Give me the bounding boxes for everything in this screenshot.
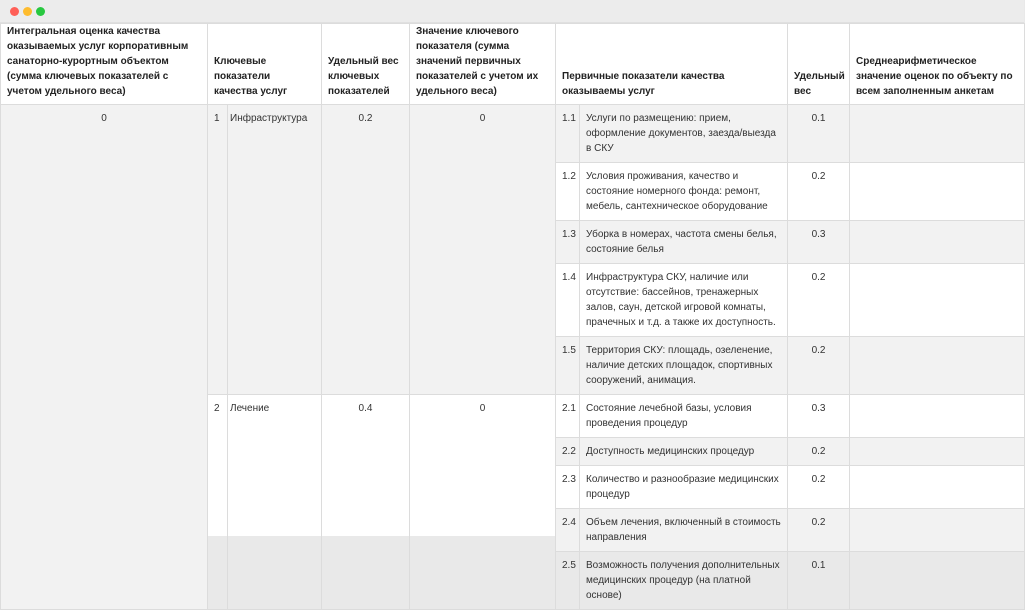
header-primary: Первичные показатели качества оказываемы услуг — [556, 24, 788, 105]
primary-index: 2.2 — [556, 438, 580, 466]
header-key-indicators: Ключевые показатели качества услуг — [208, 24, 322, 105]
primary-index: 1.1 — [556, 105, 580, 163]
key-weight: 0.2 — [322, 105, 410, 395]
primary-index: 1.2 — [556, 163, 580, 221]
key-name: Инфраструктура — [228, 105, 322, 395]
primary-text: Уборка в номерах, частота смены белья, состояние белья — [580, 221, 788, 264]
header-integral: Интегральная оценка качества оказываемых услуг корпоративным санаторно-курортным объектом (сумма ключевых показателей с учетом удельного веса) — [1, 24, 208, 105]
minimize-window-icon[interactable] — [23, 7, 32, 16]
primary-text: Доступность медицинских процедур — [580, 438, 788, 466]
primary-weight: 0.2 — [788, 509, 850, 552]
table-row — [1, 105, 1025, 163]
header-primary-weight: Удельный вес — [788, 24, 850, 105]
primary-index: 2.1 — [556, 395, 580, 438]
primary-weight: 0.2 — [788, 466, 850, 509]
average-cell — [850, 221, 1025, 264]
average-cell — [850, 337, 1025, 395]
close-window-icon[interactable] — [10, 7, 19, 16]
key-value: 0 — [410, 105, 556, 395]
key-value: 0 — [410, 395, 556, 610]
primary-weight: 0.2 — [788, 264, 850, 337]
primary-index: 2.3 — [556, 466, 580, 509]
primary-text: Объем лечения, включенный в стоимость направления — [580, 509, 788, 552]
table-header-row — [1, 24, 1025, 105]
key-index: 2 — [208, 395, 228, 610]
primary-text: Территория СКУ: площадь, озеленение, наличие детских площадок, спортивных сооружений, анимация. — [580, 337, 788, 395]
average-cell — [850, 552, 1025, 610]
primary-index: 1.3 — [556, 221, 580, 264]
primary-text: Условия проживания, качество и состояние номерного фонда: ремонт, мебель, сантехническое оборудование — [580, 163, 788, 221]
primary-index: 2.4 — [556, 509, 580, 552]
primary-text: Услуги по размещению: прием, оформление документов, заезда/выезда в СКУ — [580, 105, 788, 163]
quality-table — [0, 23, 1025, 610]
average-cell — [850, 264, 1025, 337]
primary-text: Состояние лечебной базы, условия проведения процедур — [580, 395, 788, 438]
primary-text: Возможность получения дополнительных медицинских процедур (на платной основе) — [580, 552, 788, 610]
primary-index: 2.5 — [556, 552, 580, 610]
primary-weight: 0.1 — [788, 552, 850, 610]
average-cell — [850, 163, 1025, 221]
primary-text: Инфраструктура СКУ, наличие или отсутствие: бассейнов, тренажерных залов, саун, детской игровой комнаты, прачечных и т.д. а также их доступность. — [580, 264, 788, 337]
header-average: Среднеарифметическое значение оценок по объекту по всем заполненным анкетам — [850, 24, 1025, 105]
average-cell — [850, 509, 1025, 552]
primary-weight: 0.3 — [788, 395, 850, 438]
integral-value: 0 — [1, 105, 208, 610]
maximize-window-icon[interactable] — [36, 7, 45, 16]
average-cell — [850, 105, 1025, 163]
page-content — [0, 23, 1024, 601]
primary-weight: 0.3 — [788, 221, 850, 264]
window-titlebar — [0, 0, 1024, 23]
primary-weight: 0.2 — [788, 163, 850, 221]
primary-weight: 0.2 — [788, 438, 850, 466]
primary-weight: 0.2 — [788, 337, 850, 395]
key-index: 1 — [208, 105, 228, 395]
header-key-value: Значение ключевого показателя (сумма значений первичных показателей с учетом их удельного веса) — [410, 24, 556, 105]
primary-text: Количество и разнообразие медицинских процедур — [580, 466, 788, 509]
key-name: Лечение — [228, 395, 322, 610]
average-cell — [850, 438, 1025, 466]
average-cell — [850, 466, 1025, 509]
primary-index: 1.5 — [556, 337, 580, 395]
primary-index: 1.4 — [556, 264, 580, 337]
average-cell — [850, 395, 1025, 438]
primary-weight: 0.1 — [788, 105, 850, 163]
header-key-weight: Удельный вес ключевых показателей — [322, 24, 410, 105]
key-weight: 0.4 — [322, 395, 410, 610]
